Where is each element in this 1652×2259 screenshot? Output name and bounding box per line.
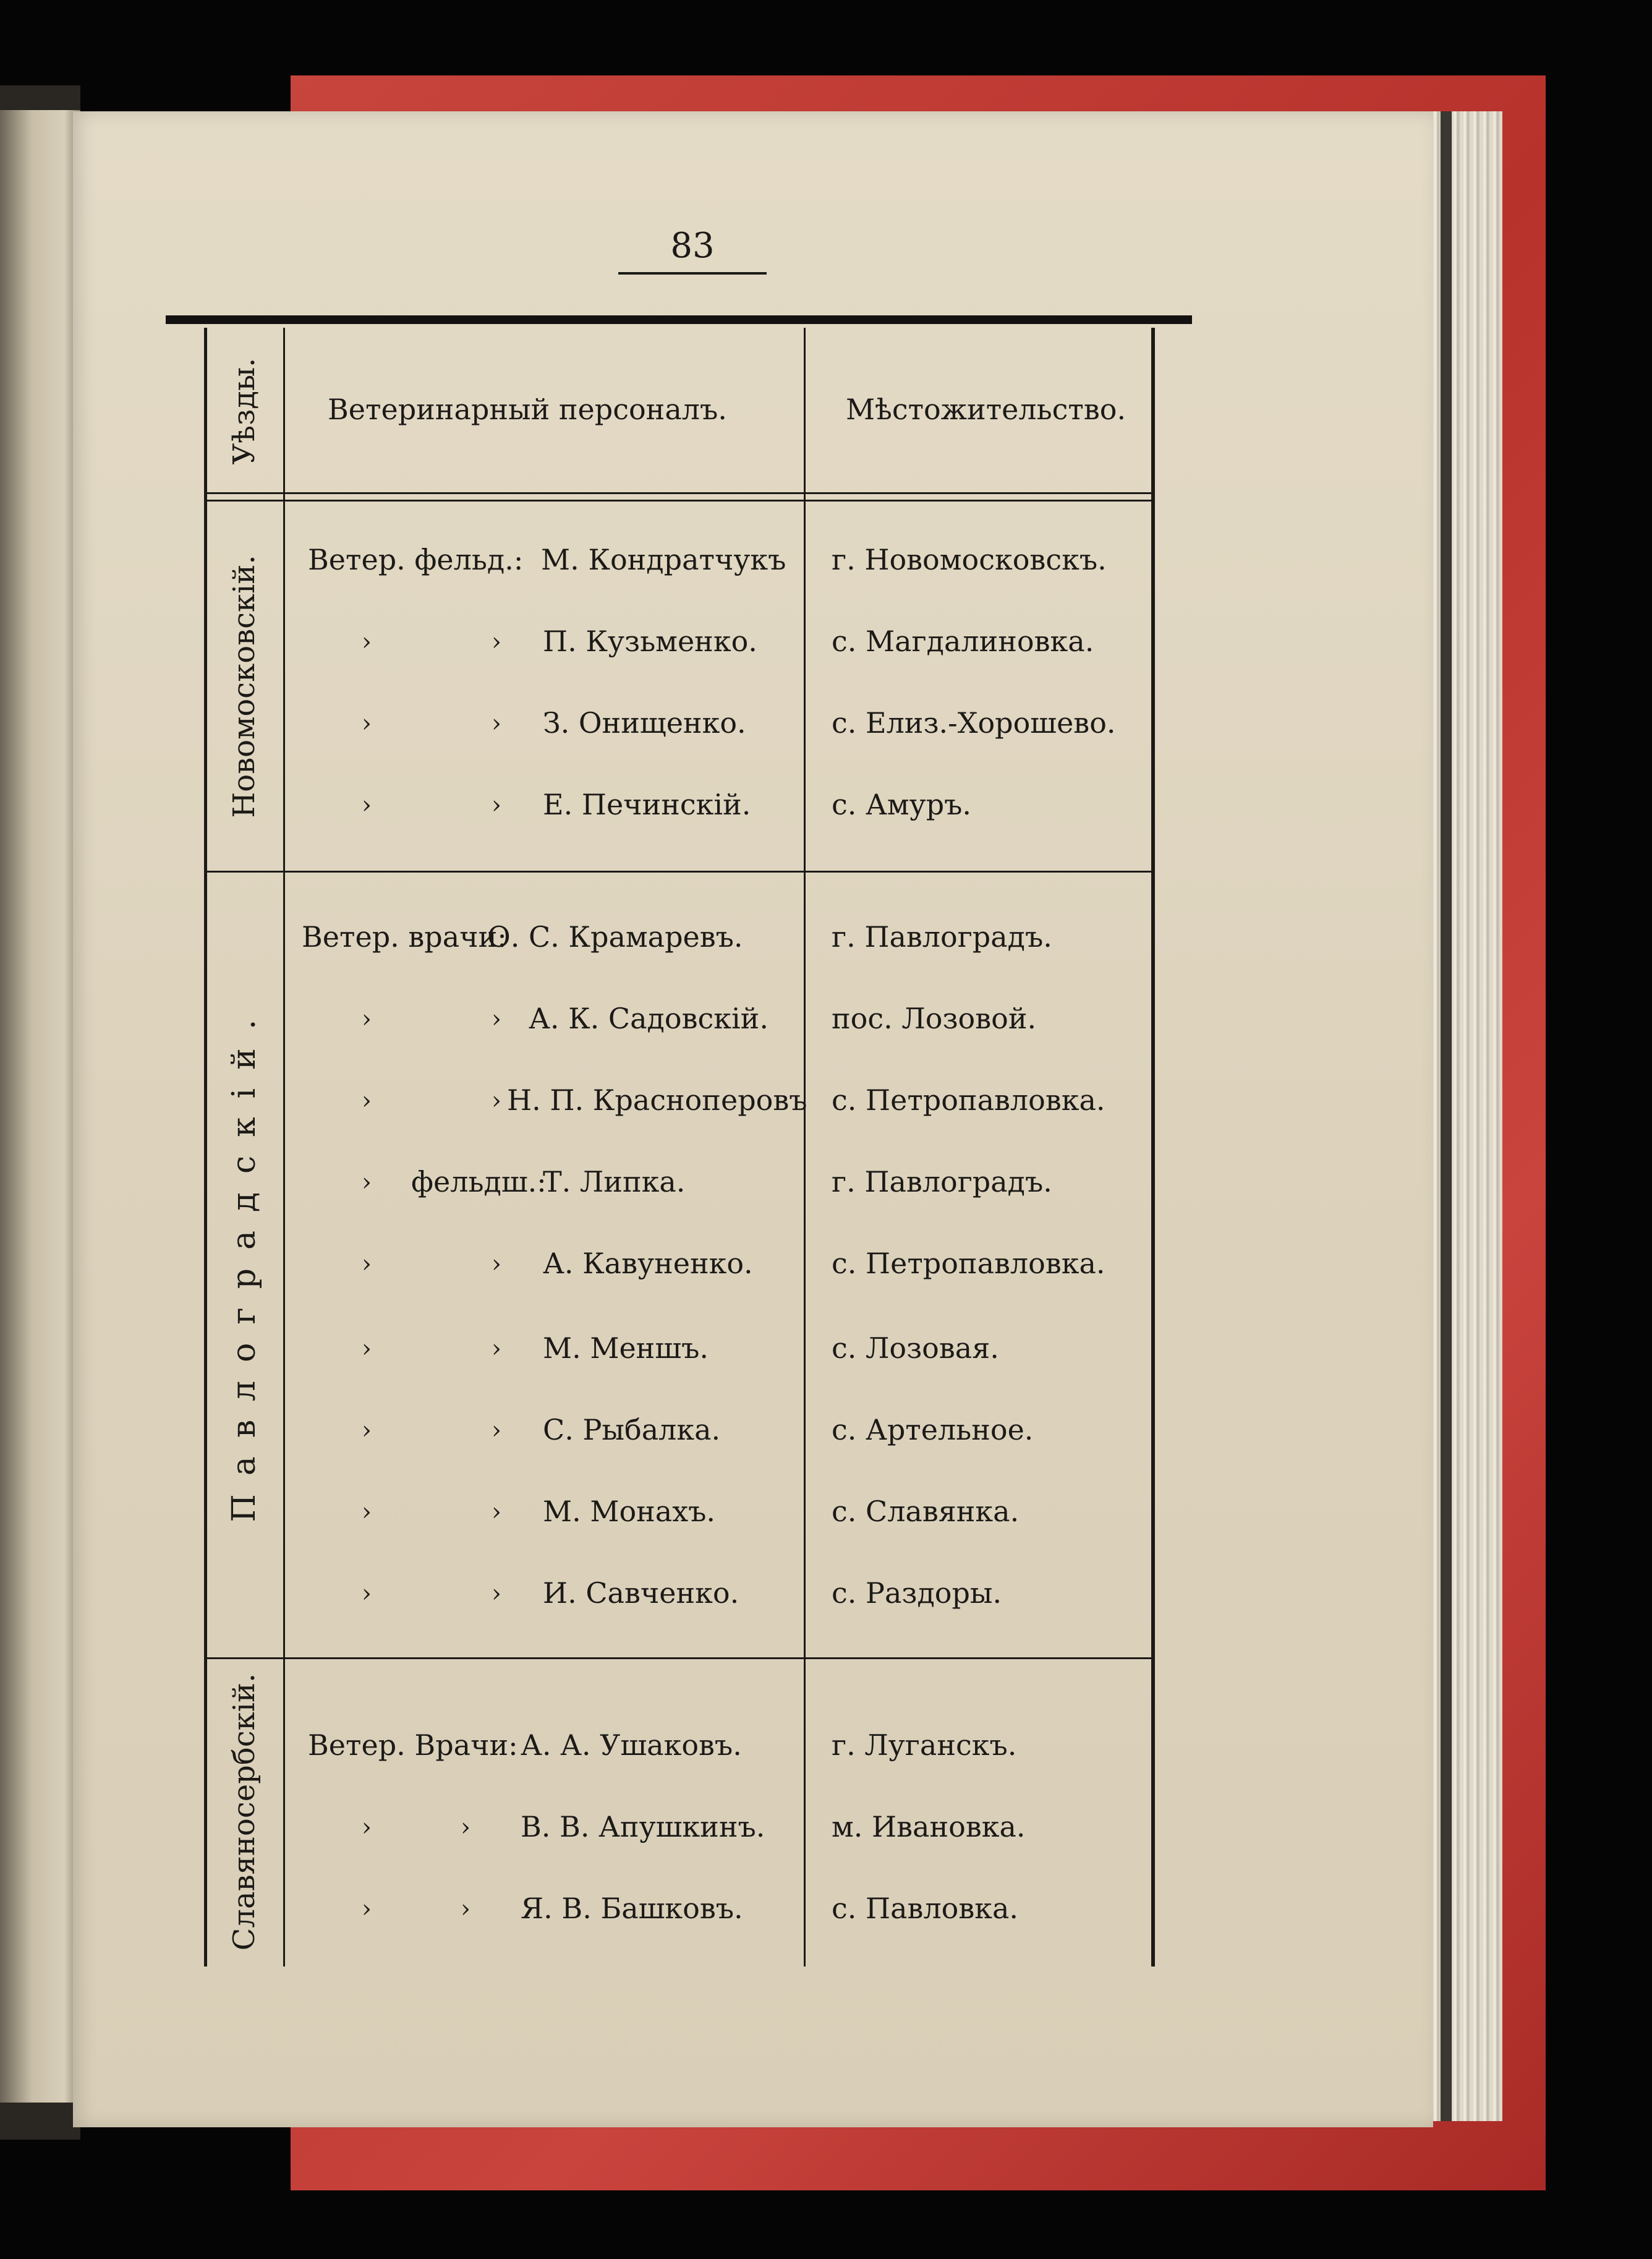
row-title: фельдш.:	[411, 1165, 547, 1198]
row-residence: г. Луганскъ.	[832, 1728, 1017, 1762]
ditto-mark: ›	[461, 1895, 470, 1923]
ditto-mark: ›	[362, 1168, 372, 1197]
row-residence: г. Новомосковскъ.	[832, 543, 1107, 576]
section-divider-1	[204, 871, 1155, 873]
row-residence: с. Магдалиновка.	[832, 625, 1094, 658]
district-label-pavlograd: Павлоградскій.	[226, 1001, 263, 1522]
ditto-mark: ›	[362, 1498, 372, 1526]
row-person: Н. П. Красноперовъ	[507, 1083, 807, 1117]
row-person: С. Рыбалка.	[543, 1413, 721, 1446]
row-person: А. К. Садовскій.	[529, 1002, 769, 1035]
row-residence: с. Петропавловка.	[832, 1247, 1105, 1280]
ditto-mark: ›	[492, 709, 501, 738]
ditto-mark: ›	[492, 1579, 501, 1608]
ditto-mark: ›	[362, 709, 372, 738]
ditto-mark: ›	[362, 1005, 372, 1033]
binding-band-top	[0, 85, 80, 110]
ditto-mark: ›	[362, 791, 372, 819]
ditto-mark: ›	[362, 1087, 372, 1115]
row-person: А. А. Ушаковъ.	[521, 1728, 742, 1762]
ditto-mark: ›	[492, 1498, 501, 1526]
table-top-rule	[166, 315, 1192, 324]
page-edge-shadow	[1441, 111, 1452, 2121]
row-residence: с. Лозовая.	[832, 1331, 999, 1365]
column-divider-district	[283, 328, 285, 1966]
header-rule-2	[204, 500, 1155, 502]
row-residence: с. Елиз.-Хорошево.	[832, 706, 1116, 740]
ditto-mark: ›	[492, 1334, 501, 1363]
facing-page-edge	[0, 93, 80, 2133]
row-person: М. Кондратчукъ	[541, 543, 786, 576]
row-person: О. С. Крамаревъ.	[487, 920, 743, 954]
header-personnel: Ветеринарный персоналъ.	[328, 393, 727, 426]
ditto-mark: ›	[492, 1005, 501, 1033]
ditto-mark: ›	[362, 1334, 372, 1363]
table-border-left	[204, 328, 207, 1966]
ditto-mark: ›	[492, 791, 501, 819]
row-residence: с. Петропавловка.	[832, 1083, 1105, 1117]
ditto-mark: ›	[492, 628, 501, 656]
row-person: З. Онищенко.	[543, 706, 746, 740]
header-rule-1	[204, 492, 1155, 494]
page-number: 83	[670, 226, 715, 266]
ditto-mark: ›	[362, 1813, 372, 1842]
header-district: Уѣзды.	[227, 357, 262, 465]
district-label-slavyanoserbsk: Славяносербскій.	[227, 1673, 262, 1951]
ditto-mark: ›	[492, 1250, 501, 1278]
row-title: Ветер. врачи:	[302, 920, 507, 954]
row-person: М. Меншъ.	[543, 1331, 709, 1365]
ditto-mark: ›	[362, 1579, 372, 1608]
ditto-mark: ›	[492, 1087, 501, 1115]
binding-band-bottom	[0, 2103, 80, 2140]
ditto-mark: ›	[461, 1813, 470, 1842]
row-residence: с. Артельное.	[832, 1413, 1034, 1446]
row-person: Т. Липка.	[543, 1165, 686, 1198]
row-person: П. Кузьменко.	[543, 625, 757, 658]
page-edges	[1422, 111, 1502, 2121]
district-label-novomoskovsk: Новомосковскій.	[227, 555, 262, 818]
row-person: Я. В. Башковъ.	[521, 1892, 743, 1925]
row-person: Е. Печинскій.	[543, 788, 751, 821]
row-residence: с. Славянка.	[832, 1495, 1020, 1528]
table-border-right	[1151, 328, 1155, 1966]
row-residence: с. Павловка.	[832, 1892, 1019, 1925]
row-residence: м. Ивановка.	[832, 1810, 1026, 1843]
row-residence: г. Павлоградъ.	[832, 920, 1052, 954]
row-residence: пос. Лозовой.	[832, 1002, 1037, 1035]
row-residence: г. Павлоградъ.	[832, 1165, 1052, 1198]
row-person: А. Кавуненко.	[543, 1247, 753, 1280]
row-person: И. Савченко.	[543, 1576, 739, 1610]
row-title: Ветер. фельд.:	[308, 543, 524, 576]
row-residence: с. Амуръ.	[832, 788, 972, 821]
header-residence: Мѣстожительство.	[846, 393, 1126, 426]
row-person: В. В. Апушкинъ.	[521, 1810, 765, 1843]
column-divider-residence	[804, 328, 806, 1966]
section-divider-2	[204, 1657, 1155, 1659]
page-number-rule	[618, 272, 767, 275]
row-title: Ветер. Врачи:	[308, 1728, 518, 1762]
ditto-mark: ›	[492, 1416, 501, 1445]
ditto-mark: ›	[362, 1895, 372, 1923]
row-residence: с. Раздоры.	[832, 1576, 1002, 1610]
ditto-mark: ›	[362, 1416, 372, 1445]
ditto-mark: ›	[362, 1250, 372, 1278]
ditto-mark: ›	[362, 628, 372, 656]
row-person: М. Монахъ.	[543, 1495, 716, 1528]
